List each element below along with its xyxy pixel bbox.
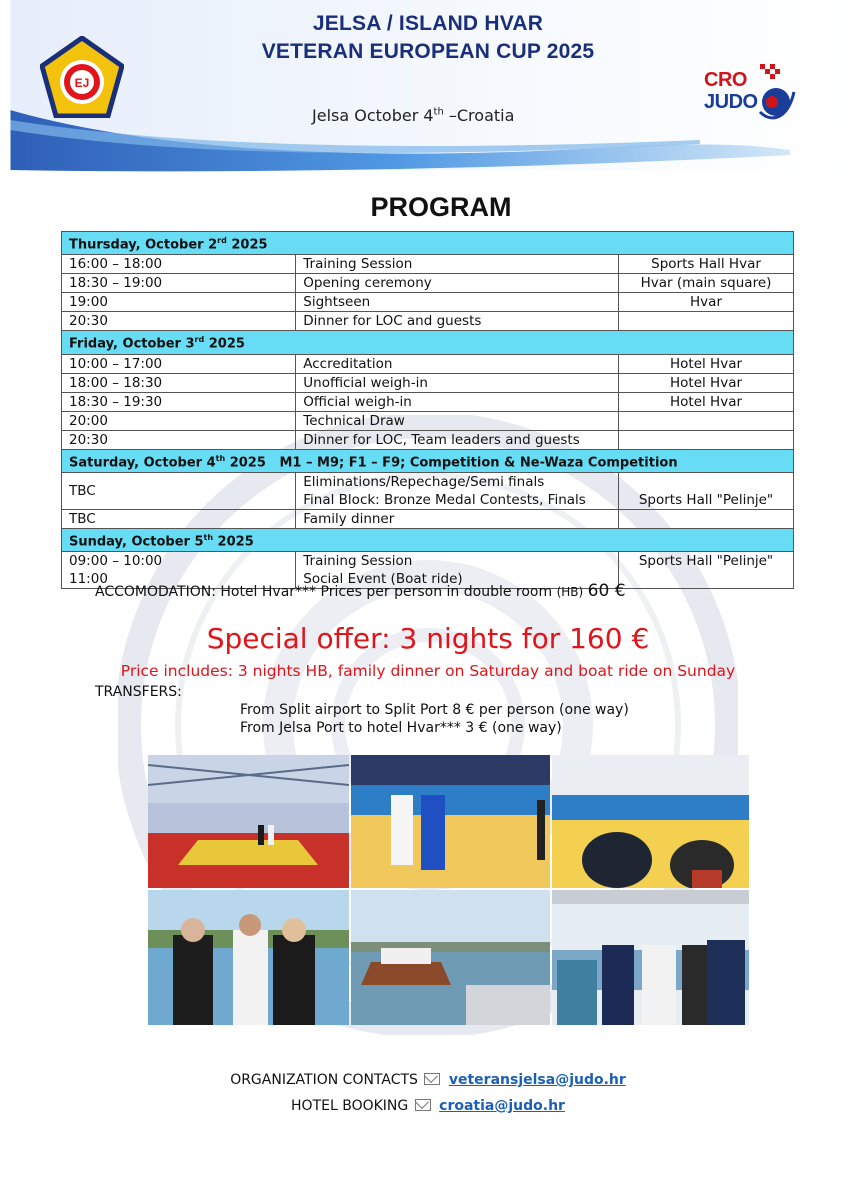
organization-email-link[interactable]: veteransjelsa@judo.hr	[448, 1072, 626, 1088]
hotel-email-link[interactable]: croatia@judo.hr	[439, 1098, 565, 1114]
sports-hall-photo	[148, 755, 349, 888]
schedule-row: 10:00 – 17:00 Accreditation Hotel Hvar	[62, 354, 794, 373]
hotel-booking-contacts: HOTEL BOOKING croatia@judo.hr	[291, 1098, 565, 1114]
mail-icon	[415, 1099, 431, 1111]
program-schedule-table	[61, 231, 794, 589]
photo-collage	[148, 755, 749, 1025]
boat-photo	[351, 890, 550, 1025]
price-includes: Price includes: 3 nights HB, family dinner on Saturday and boat ride on Sunday	[120, 662, 736, 680]
header-banner	[0, 0, 856, 175]
schedule-row: 20:00 Technical Draw	[62, 411, 794, 430]
program-title: PROGRAM	[370, 192, 512, 222]
judo-logo-text: JUDO	[704, 91, 758, 113]
svg-text:EJ: EJ	[74, 76, 90, 90]
transfers-heading: TRANSFERS:	[95, 684, 182, 700]
accommodation-line: ACCOMODATION: Hotel Hvar*** Prices per person in double room (HB) 60 €	[95, 581, 626, 601]
day-header-friday: Friday, October 3rd 2025	[62, 331, 794, 354]
transfer-line: From Jelsa Port to hotel Hvar*** 3 € (one way)	[240, 720, 562, 736]
schedule-row: 19:00 Sightseen Hvar	[62, 293, 794, 312]
eju-logo-icon	[40, 36, 124, 118]
schedule-row: 18:30 – 19:30 Official weigh-in Hotel Hvar	[62, 392, 794, 411]
group-sea-photo	[148, 890, 349, 1025]
day-header-thursday: Thursday, October 2rd 2025	[62, 232, 794, 255]
schedule-row: TBC Family dinner	[62, 509, 794, 528]
schedule-row: 09:00 – 10:00 11:00 Training Session Social Event (Boat ride) Sports Hall "Pelinje"	[62, 552, 794, 589]
header-title-line2: VETERAN EUROPEAN CUP 2025	[261, 40, 595, 63]
group-boat-photo	[552, 890, 749, 1025]
schedule-row: TBC Eliminations/Repechage/Semi finals Final Block: Bronze Medal Contests, Finals Sports Hall "Pelinje"	[62, 472, 794, 509]
judo-match-photo	[351, 755, 550, 888]
transfer-line: From Split airport to Split Port 8 € per person (one way)	[240, 702, 629, 718]
judo-spectators-photo	[552, 755, 749, 888]
day-header-saturday: Saturday, October 4th 2025 M1 – M9; F1 – F9; Competition & Ne-Waza Competition	[62, 449, 794, 472]
header-subtitle: Jelsa October 4th –Croatia	[312, 106, 515, 125]
schedule-row: 16:00 – 18:00 Training Session Sports Hall Hvar	[62, 255, 794, 274]
schedule-row: 18:00 – 18:30 Unofficial weigh-in Hotel Hvar	[62, 373, 794, 392]
special-offer: Special offer: 3 nights for 160 €	[206, 622, 650, 655]
schedule-row: 18:30 – 19:00 Opening ceremony Hvar (main square)	[62, 274, 794, 293]
organization-contacts: ORGANIZATION CONTACTS veteransjelsa@judo.hr	[230, 1072, 626, 1088]
header-title-line1: JELSA / ISLAND HVAR	[312, 12, 544, 35]
schedule-row: 20:30 Dinner for LOC, Team leaders and guests	[62, 430, 794, 449]
schedule-row: 20:30 Dinner for LOC and guests	[62, 312, 794, 331]
saturday-competition-label: M1 – M9; F1 – F9; Competition & Ne-Waza Competition	[279, 454, 678, 470]
day-header-sunday: Sunday, October 5th 2025	[62, 528, 794, 551]
mail-icon	[424, 1073, 440, 1085]
cro-logo-text: CRO	[704, 69, 747, 91]
